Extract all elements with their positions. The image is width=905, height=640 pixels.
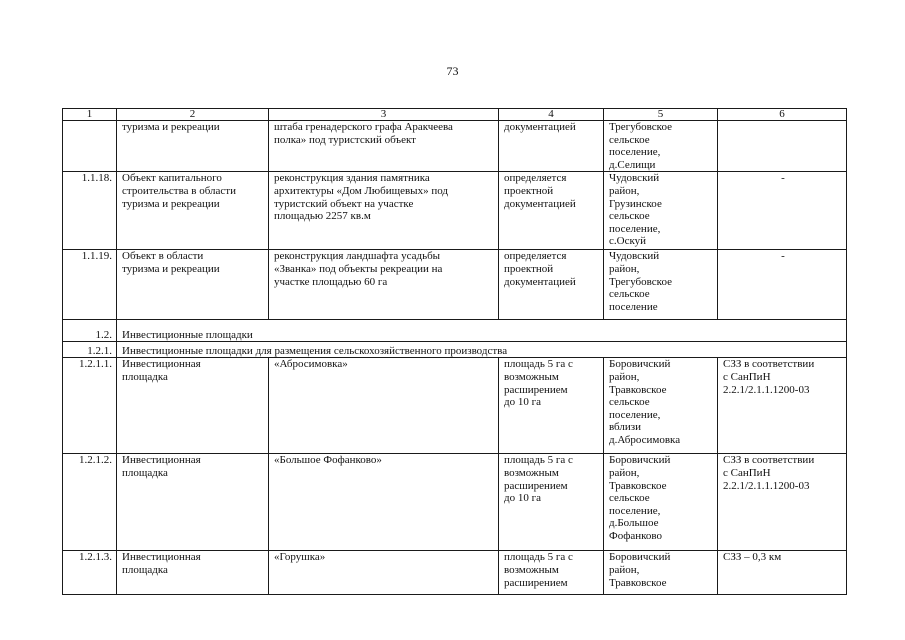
object-name: туризма и рекреации bbox=[117, 121, 269, 172]
column-number: 2 bbox=[117, 109, 269, 121]
object-purpose: «Большое Фофанково» bbox=[269, 454, 499, 551]
row-number bbox=[63, 121, 117, 172]
object-area: определяется проектной документацией bbox=[499, 172, 604, 250]
object-location: Боровичский район, Травковское bbox=[604, 551, 718, 595]
section-row bbox=[63, 342, 847, 358]
column-number-row bbox=[63, 109, 847, 121]
object-area: документацией bbox=[499, 121, 604, 172]
column-number: 1 bbox=[63, 109, 117, 121]
row-number: 1.2.1.1. bbox=[63, 358, 117, 454]
object-area: площадь 5 га с возможным расширением до 10 га bbox=[499, 454, 604, 551]
object-note: СЗЗ – 0,3 км bbox=[718, 551, 847, 595]
row-number: 1.2.1.3. bbox=[63, 551, 117, 595]
section-number: 1.2. bbox=[63, 320, 117, 342]
object-name: Инвестиционная площадка bbox=[117, 454, 269, 551]
table-row bbox=[63, 551, 847, 595]
object-location: Чудовский район, Грузинское сельское поселение, с.Оскуй bbox=[604, 172, 718, 250]
section-title: Инвестиционные площадки для размещения сельскохозяйственного производства bbox=[117, 342, 847, 358]
object-purpose: реконструкция ландшафта усадьбы «Званка» под объекты рекреации на участке площадью 60 га bbox=[269, 250, 499, 320]
row-number: 1.1.19. bbox=[63, 250, 117, 320]
table-row bbox=[63, 358, 847, 454]
object-location: Боровичский район, Травковское сельское поселение, д.Большое Фофанково bbox=[604, 454, 718, 551]
object-name: Объект капитального строительства в области туризма и рекреации bbox=[117, 172, 269, 250]
column-number: 6 bbox=[718, 109, 847, 121]
object-note: СЗЗ в соответствии с СанПиН 2.2.1/2.1.1.1200-03 bbox=[718, 454, 847, 551]
table-row bbox=[63, 250, 847, 320]
table-row bbox=[63, 454, 847, 551]
object-purpose: штаба гренадерского графа Аракчеева полка» под туристский объект bbox=[269, 121, 499, 172]
object-location: Боровичский район, Травковское сельское поселение, вблизи д.Абросимовка bbox=[604, 358, 718, 454]
planning-table bbox=[62, 108, 847, 595]
object-purpose: реконструкция здания памятника архитектуры «Дом Любищевых» под туристский объект на участке площадью 2257 кв.м bbox=[269, 172, 499, 250]
object-location: Трегубовское сельское поселение, д.Селищи bbox=[604, 121, 718, 172]
object-area: площадь 5 га с возможным расширением bbox=[499, 551, 604, 595]
object-purpose: «Абросимовка» bbox=[269, 358, 499, 454]
section-title: Инвестиционные площадки bbox=[117, 320, 847, 342]
object-name: Инвестиционная площадка bbox=[117, 358, 269, 454]
object-note: СЗЗ в соответствии с СанПиН 2.2.1/2.1.1.1200-03 bbox=[718, 358, 847, 454]
column-number: 3 bbox=[269, 109, 499, 121]
object-name: Объект в области туризма и рекреации bbox=[117, 250, 269, 320]
column-number: 5 bbox=[604, 109, 718, 121]
object-note: - bbox=[718, 172, 847, 250]
object-name: Инвестиционная площадка bbox=[117, 551, 269, 595]
column-number: 4 bbox=[499, 109, 604, 121]
object-area: площадь 5 га с возможным расширением до 10 га bbox=[499, 358, 604, 454]
table-row bbox=[63, 121, 847, 172]
object-note: - bbox=[718, 250, 847, 320]
row-number: 1.2.1.2. bbox=[63, 454, 117, 551]
object-location: Чудовский район, Трегубовское сельское поселение bbox=[604, 250, 718, 320]
table-row bbox=[63, 172, 847, 250]
object-purpose: «Горушка» bbox=[269, 551, 499, 595]
section-number: 1.2.1. bbox=[63, 342, 117, 358]
section-row bbox=[63, 320, 847, 342]
object-area: определяется проектной документацией bbox=[499, 250, 604, 320]
page-number: 73 bbox=[446, 64, 459, 78]
row-number: 1.1.18. bbox=[63, 172, 117, 250]
object-note bbox=[718, 121, 847, 172]
